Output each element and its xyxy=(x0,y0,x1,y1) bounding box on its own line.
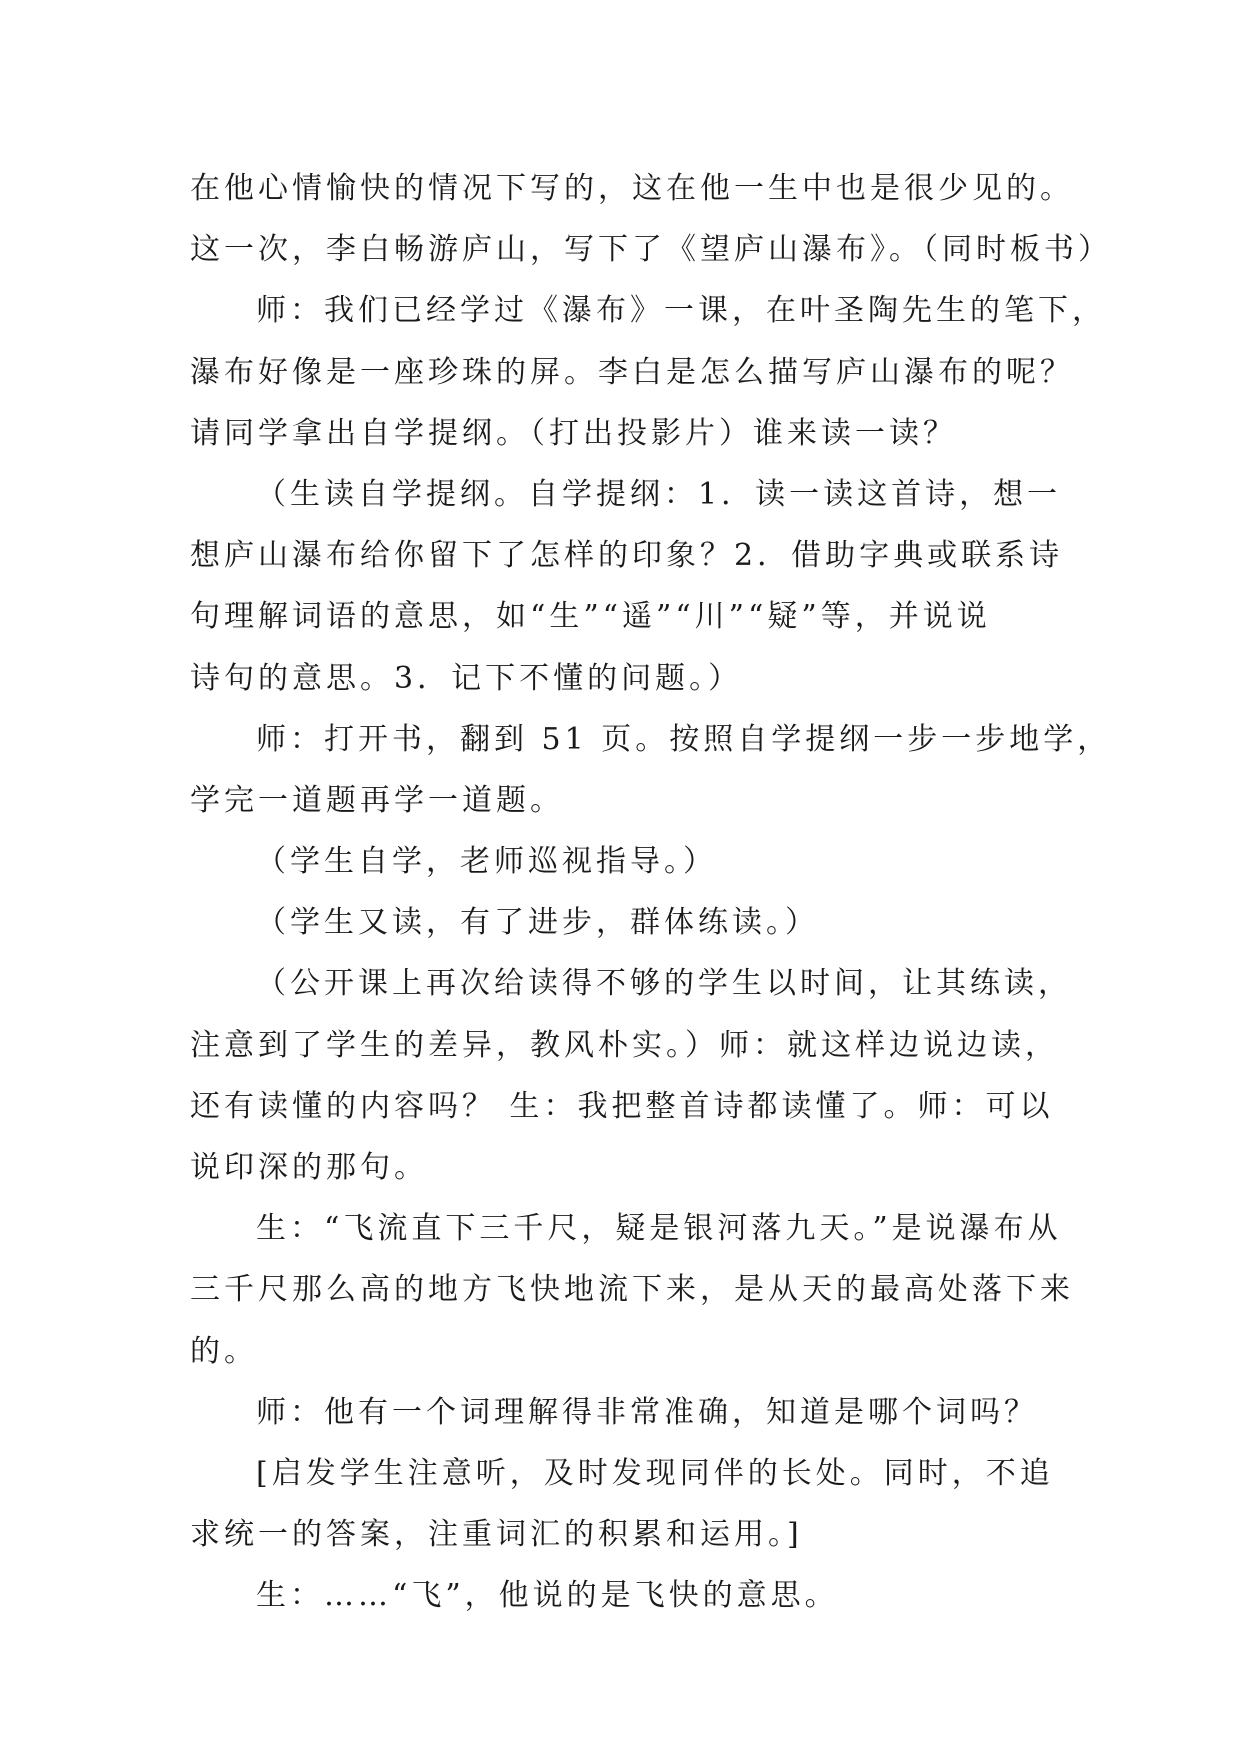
text-line: 注意到了学生的差异，教风朴实。）师：就这样边说边读， xyxy=(190,1027,1059,1063)
text-line: 师：我们已经学过《瀑布》一课，在叶圣陶先生的笔下， xyxy=(256,293,1106,329)
text-line: 的。 xyxy=(190,1333,258,1369)
text-line: 生：……“飞”，他说的是飞快的意思。 xyxy=(256,1578,839,1614)
text-line: 句理解词语的意思，如“生”“遥”“川”“疑”等，并说说 xyxy=(190,599,991,635)
text-line: 三千尺那么高的地方飞快地流下来，是从天的最高处落下来 xyxy=(190,1272,1074,1308)
text-line: （生读自学提纲。自学提纲：1．读一读这首诗，想一 xyxy=(256,476,1062,512)
text-line: 师：他有一个词理解得非常准确，知道是哪个词吗？ xyxy=(256,1394,1038,1430)
text-line: 诗句的意思。3．记下不懂的问题。） xyxy=(190,660,743,696)
text-line: 请同学拿出自学提纲。（打出投影片）谁来读一读？ xyxy=(190,415,957,451)
text-line: 这一次，李白畅游庐山，写下了《望庐山瀑布》。（同时板书） xyxy=(190,232,1112,268)
text-line: 说印深的那句。 xyxy=(190,1150,428,1185)
text-line: （学生自学，老师巡视指导。） xyxy=(256,844,717,880)
text-line: 在他心情愉快的情况下写的，这在他一生中也是很少见的。 xyxy=(190,171,1074,206)
text-line: 想庐山瀑布给你留下了怎样的印象？2．借助字典或联系诗 xyxy=(190,538,1064,574)
text-line: 还有读懂的内容吗？ 生：我把整首诗都读懂了。师：可以 xyxy=(190,1088,1054,1124)
text-line: [启发学生注意听，及时发现同伴的长处。同时，不追 xyxy=(256,1455,1054,1491)
text-line: 师：打开书，翻到 51 页。按照自学提纲一步一步地学， xyxy=(256,721,1112,757)
text-line: （公开课上再次给读得不够的学生以时间，让其练读， xyxy=(256,966,1072,1002)
body-text xyxy=(190,158,1112,1627)
text-line: 学完一道题再学一道题。 xyxy=(190,782,564,818)
text-line: 生：“飞流直下三千尺，疑是银河落九天。”是说瀑布从 xyxy=(256,1211,1062,1247)
text-line: （学生又读，有了进步，群体练读。） xyxy=(256,905,819,941)
text-line: 瀑布好像是一座珍珠的屏。李白是怎么描写庐山瀑布的呢？ xyxy=(190,354,1074,390)
text-line: 求统一的答案，注重词汇的积累和运用。] xyxy=(190,1517,803,1553)
